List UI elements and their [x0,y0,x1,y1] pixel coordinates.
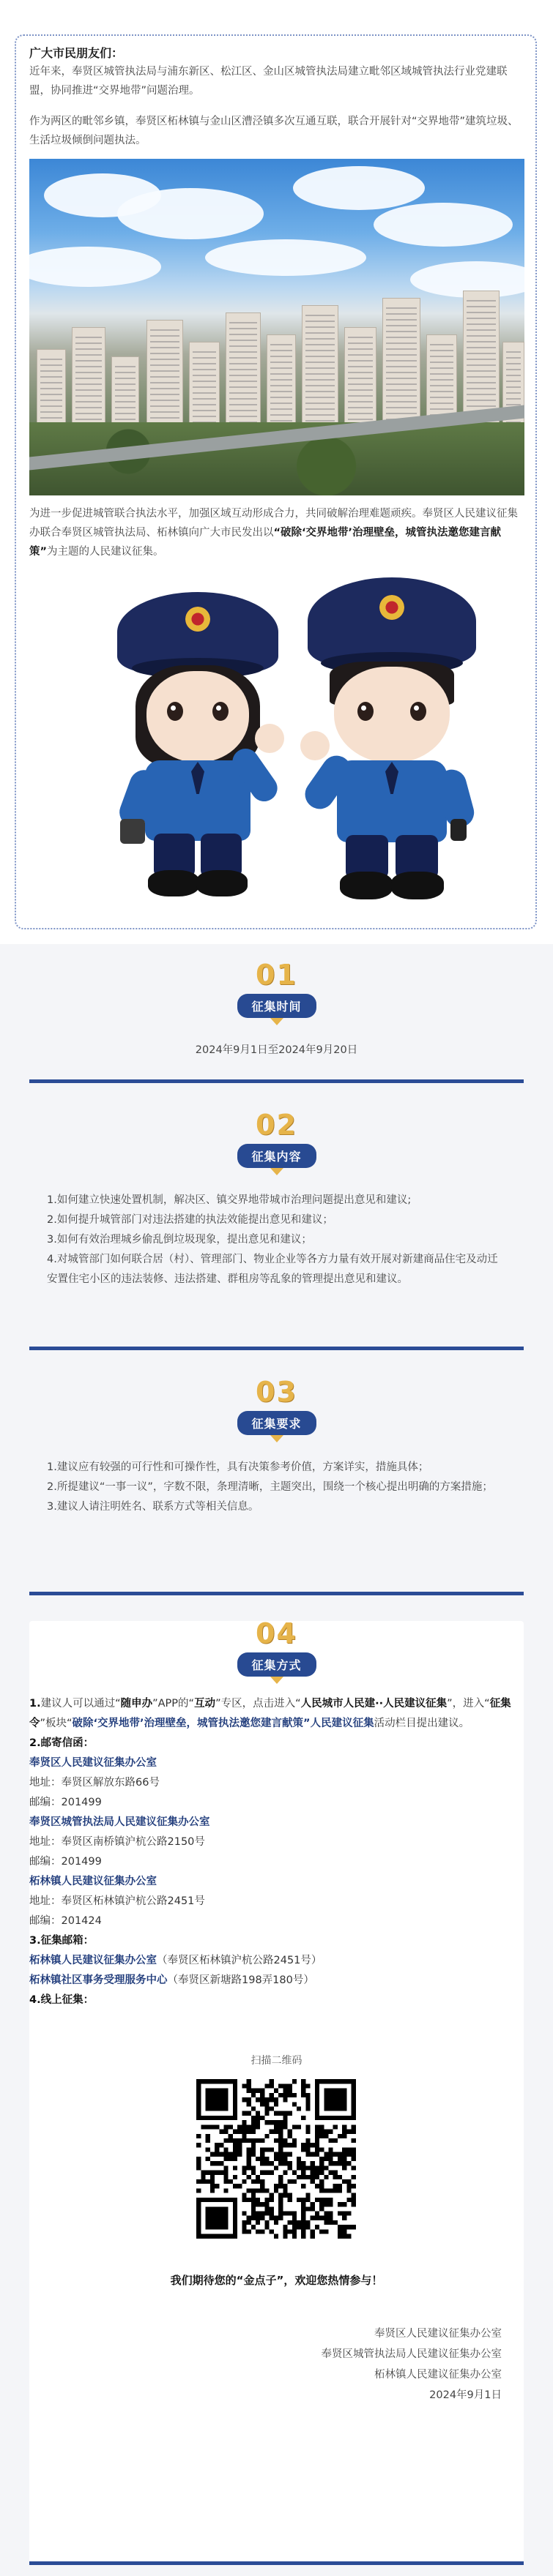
content-item: 3.如何有效治理城乡偷乱倒垃圾现象，提出意见和建议； [47,1234,312,1246]
mailbox-address: （奉贤区柘林镇沪杭公路2451号） [157,1955,322,1966]
text-fragment: ”板块“ [40,1718,73,1729]
signature-block [322,2324,502,2405]
section-number-03: 03 [256,1376,297,1408]
requirements-list [47,1458,506,1517]
section-divider [29,1079,524,1083]
section-divider [29,1347,524,1350]
section-title-requirements: 征集要求 [237,1411,316,1435]
office-postcode: 邮编：201499 [29,1856,102,1868]
mail-heading: 2.邮寄信函： [29,1737,94,1749]
campaign-link[interactable]: 破除‘交界地带’治理壁垒，城管执法邀您建言献策 [72,1718,304,1729]
content-item: 4.对城管部门如何联合居（村）、管理部门、物业企业等各方力量有效开展对新建商品住宅及动迁安置住宅小区的违法装修、违法搭建、群租房等乱象的管理提出意见和建议。 [47,1254,498,1285]
intro-greeting: 广大市民朋友们： [29,46,124,60]
requirement-item: 1.建议应有较强的可行性和可操作性，具有决策参考价值，方案详实，措施具体； [47,1461,429,1473]
mailbox-heading: 3.征集邮箱： [29,1935,94,1947]
intro-paragraph-3 [29,504,522,561]
online-heading: 4.线上征集： [29,1994,94,2006]
office-address: 地址：奉贤区南桥镇沪杭公路2150号 [29,1836,205,1848]
office-name: 柘林镇人民建议征集办公室 [29,1876,157,1887]
section-requirements [29,1376,524,1595]
office-address: 地址：奉贤区解放东路66号 [29,1777,160,1789]
section-title-method: 征集方式 [237,1652,316,1677]
signature-line: 奉贤区人民建议征集办公室 [374,2328,502,2340]
mailbox-name: 柘林镇社区事务受理服务中心 [29,1974,168,1986]
board-name: 征集令 [29,1698,511,1729]
text-fragment: ”，进入“ [447,1698,490,1710]
section-time [29,959,524,1083]
signature-line: 奉贤区城管执法局人民建议征集办公室 [321,2348,502,2360]
campaign-label: ”人民建议征集 [303,1718,374,1729]
closing-message: 我们期待您的“金点子”，欢迎您热情参与！ [170,2274,383,2287]
app-name: 随申办 [120,1698,153,1710]
mascot-dolls-photo [29,570,524,914]
zone-name: 互动 [194,1698,216,1710]
intro-p3-c: 为主题的人民建议征集。 [47,546,164,558]
section-number-04: 04 [256,1617,297,1650]
qr-label: 扫描二维码 [250,2055,303,2067]
mailbox-2 [29,1971,524,1991]
mailbox-name: 柘林镇人民建议征集办公室 [29,1955,157,1966]
intro-paragraph-2: 作为两区的毗邻乡镇，奉贤区柘林镇与金山区漕泾镇多次互通互联，联合开展针对“交界地带”建筑垃圾、生活垃圾倾倒问题执法。 [29,116,519,146]
office-postcode: 邮编：201499 [29,1797,102,1808]
text-fragment: 建议人可以通过“ [40,1698,121,1710]
mailbox-1 [29,1951,524,1971]
content-item: 2.如何提升城管部门对违法搭建的执法效能提出意见和建议； [47,1214,333,1226]
section-title-content: 征集内容 [237,1144,316,1168]
collection-period: 2024年9月1日至2024年9月20日 [195,1044,358,1056]
section-number-01: 01 [256,959,297,991]
method-details [29,1694,524,2010]
qr-code[interactable] [192,2075,360,2243]
online-app-instruction [29,1694,524,1734]
office-name: 奉贤区人民建议征集办公室 [29,1757,157,1769]
intro-p3-a: 为进一步促进城管联合执法水平，加强区域互动形成合力，共同破解治理难题顽疾。奉贤区人民建议征集办联合奉贤区城管执法局、柘林镇向广大市民发出以 [29,508,518,539]
section-divider [29,2561,524,2565]
section-divider [29,1592,524,1595]
signature-line: 柘林镇人民建议征集办公室 [374,2369,502,2381]
channel-name: 人民城市人民建··人民建议征集 [300,1698,448,1710]
text-fragment: ”APP的“ [152,1698,195,1710]
section-method [29,1617,524,2565]
section-title-time: 征集时间 [237,994,316,1018]
item-number: 1. [29,1698,41,1710]
female-officer-doll [110,577,286,907]
mailbox-address: （奉贤区新塘路198弄180号） [167,1974,314,1986]
intro-paragraph-1: 近年来，奉贤区城管执法局与浦东新区、松江区、金山区城管执法局建立毗邻区域城管执法行业党建联盟，协同推进“交界地带”问题治理。 [29,66,508,97]
male-officer-doll [300,570,483,907]
intro-card [15,34,537,929]
content-list [47,1191,506,1289]
office-postcode: 邮编：201424 [29,1915,102,1927]
office-address: 地址：奉贤区柘林镇沪杭公路2451号 [29,1895,205,1907]
signature-date: 2024年9月1日 [429,2389,502,2401]
text-fragment: ”专区，点击进入“ [215,1698,301,1710]
requirement-item: 3.建议人请注明姓名、联系方式等相关信息。 [47,1501,259,1513]
section-number-02: 02 [256,1109,297,1141]
content-item: 1.如何建立快速处置机制，解决区、镇交界地带城市治理问题提出意见和建议; [47,1194,412,1206]
section-content [29,1109,524,1350]
campaign-theme: “破除‘交界地带’治理壁垒，城管执法邀您建言献策” [29,527,502,558]
text-fragment: 活动栏目提出建议。 [374,1718,470,1729]
requirement-item: 2.所提建议“一事一议”，字数不限，条理清晰，主题突出，围绕一个核心提出明确的方案措施； [47,1481,493,1493]
campaign-details [0,944,553,2576]
office-name: 奉贤区城管执法局人民建议征集办公室 [29,1816,210,1828]
city-aerial-photo [29,159,524,495]
